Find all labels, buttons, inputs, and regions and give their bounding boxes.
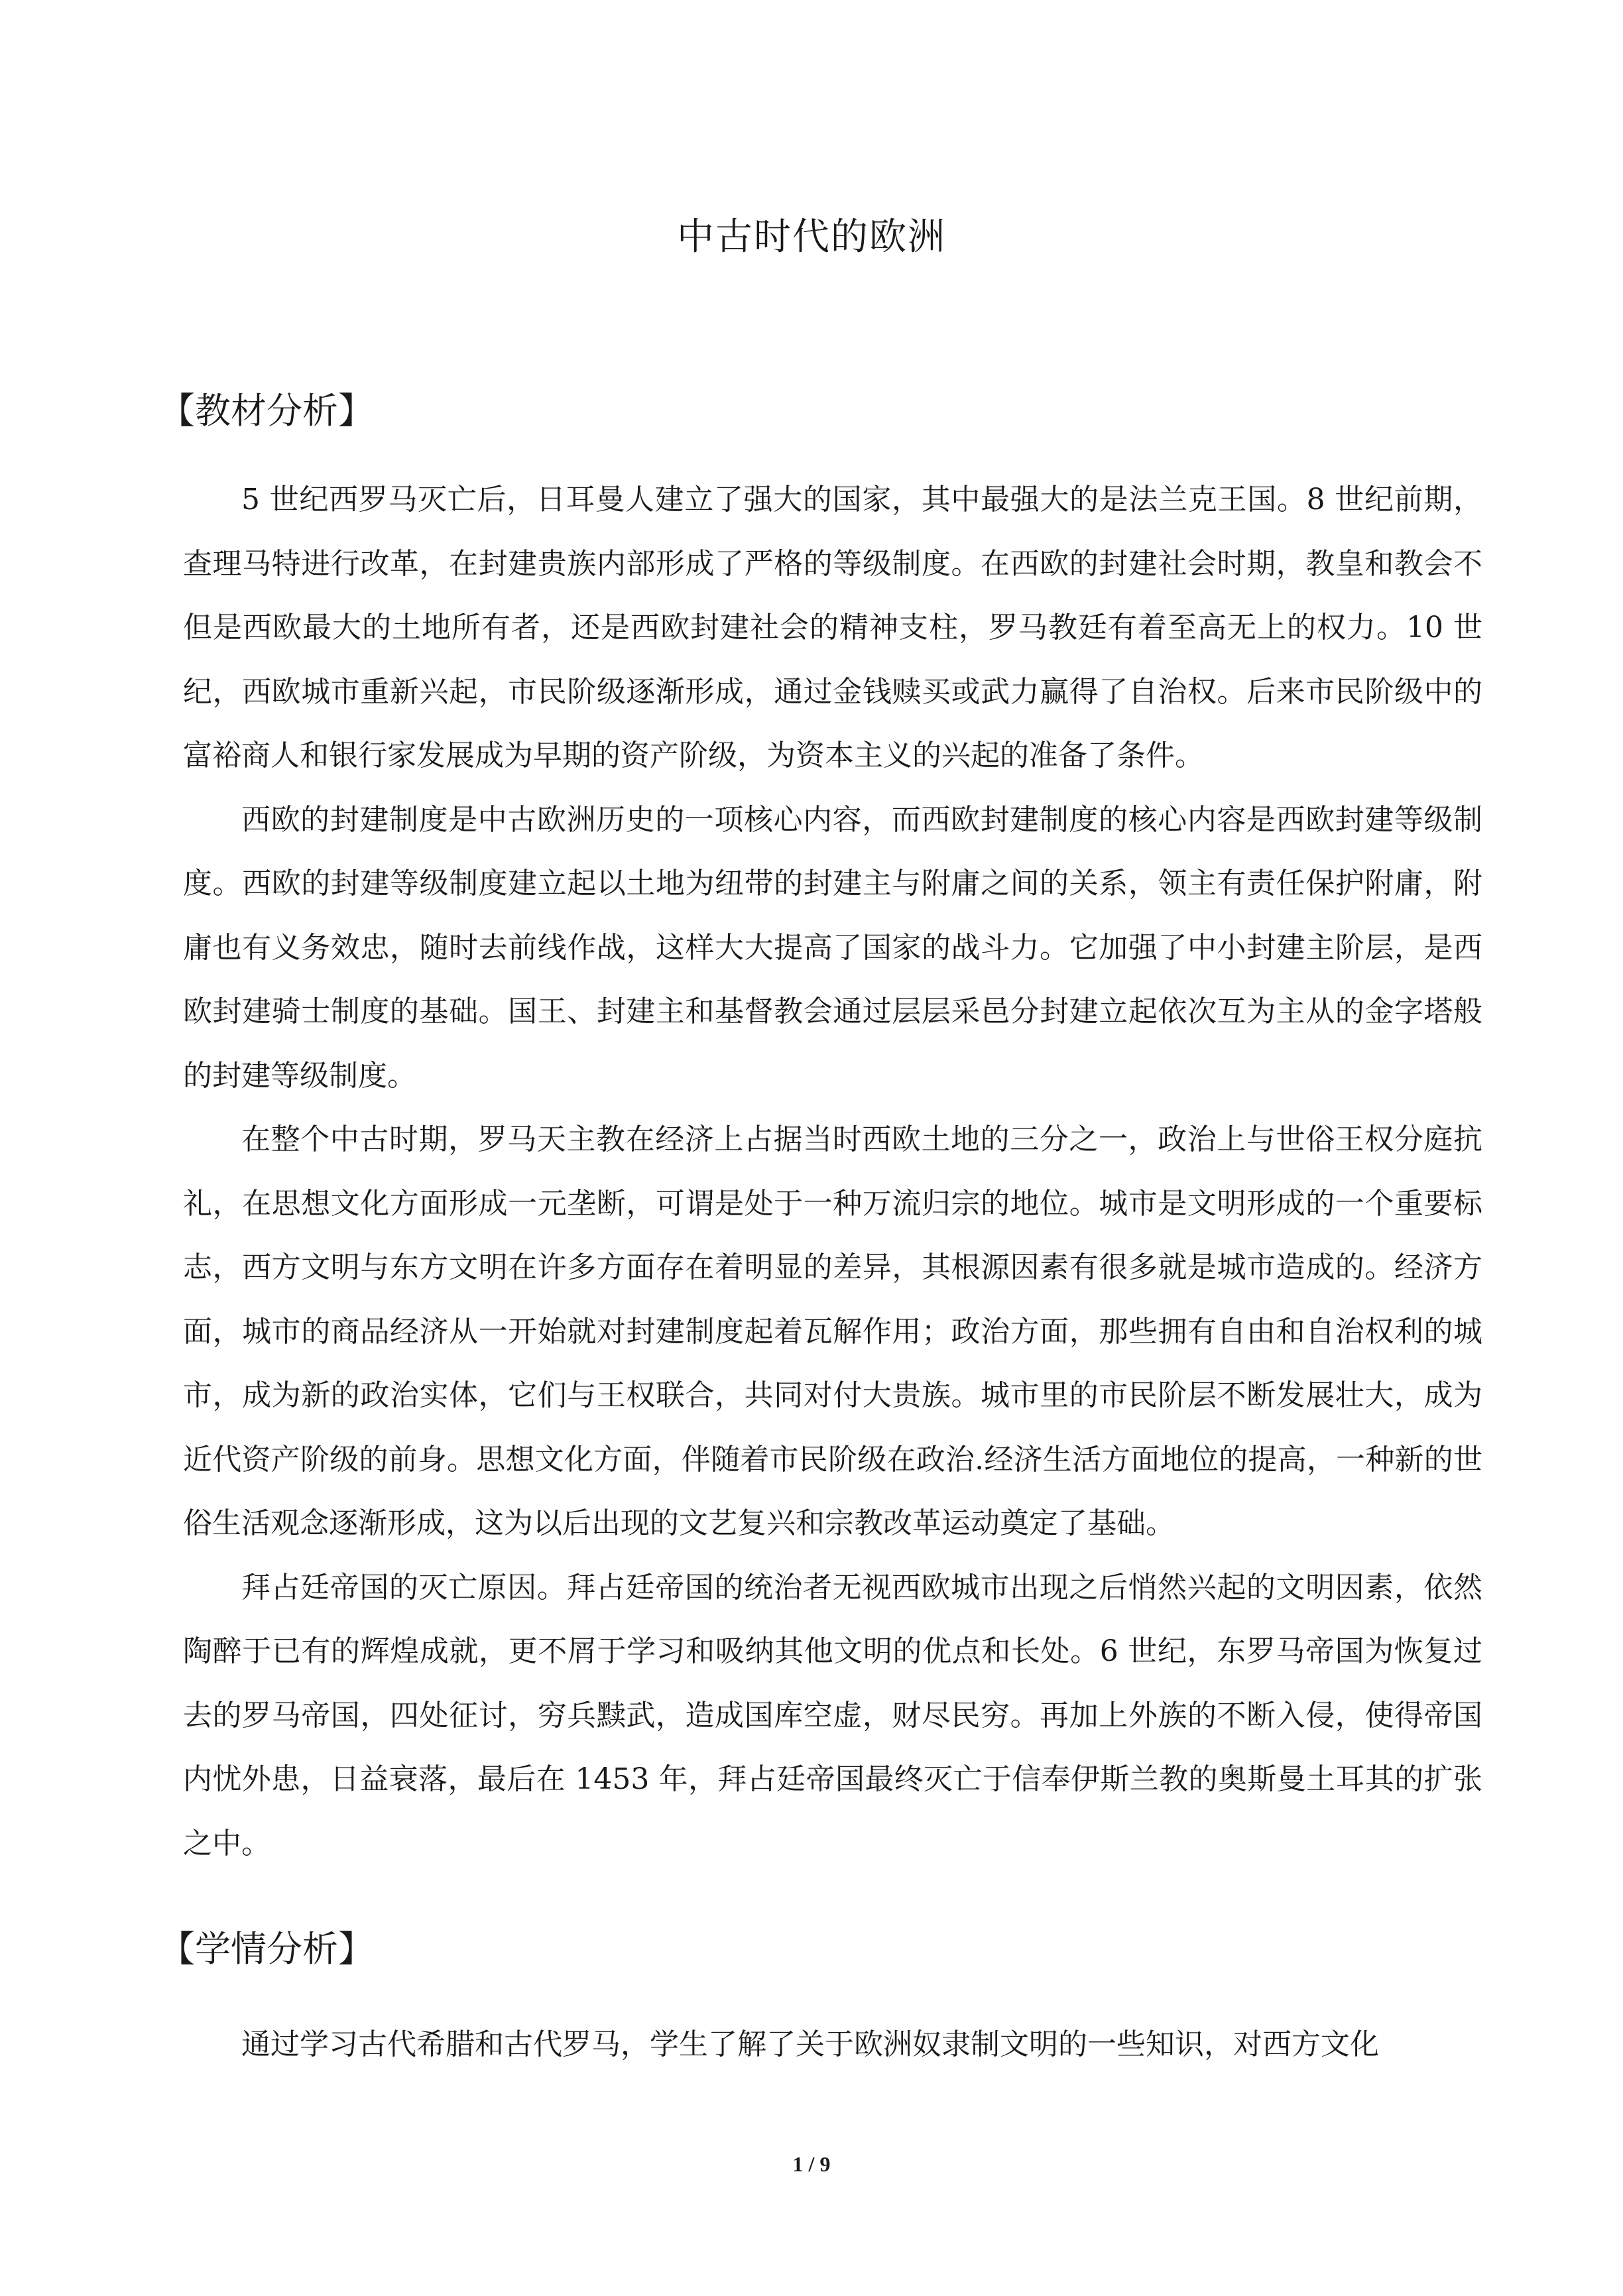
document-title: 中古时代的欧洲 — [677, 215, 946, 259]
paragraph: 西欧的封建制度是中古欧洲历史的一项核心内容，而西欧封建制度的核心内容是西欧封建等级制度。西欧的封建等级制度建立起以土地为纽带的封建主与附庸之间的关系，领主有责任保护附庸，附庸也有义务效忠，随时去前线作战，这样大大提高了国家的战斗力。它加强了中小封建主阶层，是西欧封建骑士制度的基础。国王、封建主和基督教会通过层层采邑分封建立起依次互为主从的金字塔般的封建等级制度。 — [183, 802, 1482, 1093]
page-number: 1 / 9 — [792, 2152, 831, 2176]
paragraph: 拜占廷帝国的灭亡原因。拜占廷帝国的统治者无视西欧城市出现之后悄然兴起的文明因素，依然陶醉于已有的辉煌成就，更不屑于学习和吸纳其他文明的优点和长处。6 世纪，东罗马帝国为恢复过去的罗马帝国，四处征讨，穷兵黩武，造成国库空虚，财尽民穷。再加上外族的不断入侵，使得帝国内忧外患，日益衰落，最后在 1453 年，拜占廷帝国最终灭亡于信奉伊斯兰教的奥斯曼土耳其的扩张之中。 — [183, 1570, 1482, 1860]
paragraph: 通过学习古代希腊和古代罗马，学生了解了关于欧洲奴隶制文明的一些知识，对西方文化 — [241, 2027, 1379, 2061]
section-heading-student-analysis: 【学情分析】 — [159, 1928, 374, 1970]
section-body-student-analysis — [183, 2013, 1482, 2077]
paragraph: 5 世纪西罗马灭亡后，日耳曼人建立了强大的国家，其中最强大的是法兰克王国。8 世纪前期，查理马特进行改革，在封建贵族内部形成了严格的等级制度。在西欧的封建社会时期，教皇和教会不但是西欧最大的土地所有者，还是西欧封建社会的精神支柱，罗马教廷有着至高无上的权力。10 世纪，西欧城市重新兴起，市民阶级逐渐形成，通过金钱赎买或武力赢得了自治权。后来市民阶级中的富裕商人和银行家发展成为早期的资产阶级，为资本主义的兴起的准备了条件。 — [183, 483, 1482, 772]
section-heading-textbook-analysis: 【教材分析】 — [159, 390, 374, 432]
paragraph: 在整个中古时期，罗马天主教在经济上占据当时西欧土地的三分之一，政治上与世俗王权分庭抗礼，在思想文化方面形成一元垄断，可谓是处于一种万流归宗的地位。城市是文明形成的一个重要标志，西方文明与东方文明在许多方面存在着明显的差异，其根源因素有很多就是城市造成的。经济方面，城市的商品经济从一开始就对封建制度起着瓦解作用；政治方面，那些拥有自由和自治权利的城市，成为新的政治实体，它们与王权联合，共同对付大贵族。城市里的市民阶层不断发展壮大，成为近代资产阶级的前身。思想文化方面，伴随着市民阶级在政治.经济生活方面地位的提高，一种新的世俗生活观念逐渐形成，这为以后出现的文艺复兴和宗教改革运动奠定了基础。 — [183, 1122, 1482, 1540]
section-body-textbook-analysis — [183, 468, 1482, 1876]
